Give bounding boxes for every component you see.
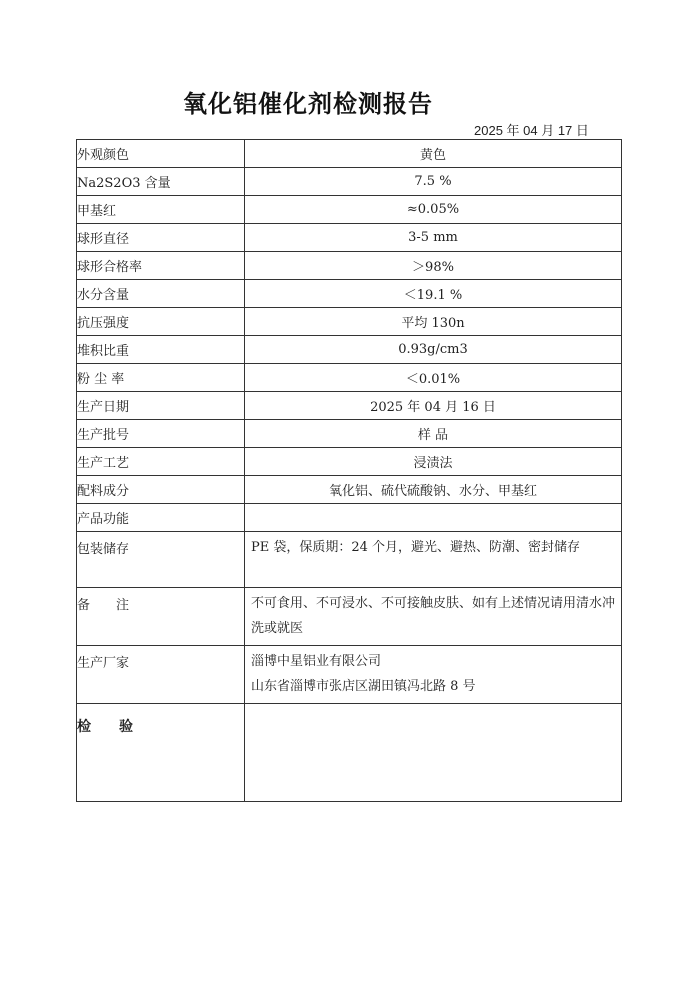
table-row	[77, 364, 622, 392]
row-label: 生产工艺	[77, 448, 245, 476]
table-row	[77, 504, 622, 532]
manufacturer-row	[77, 646, 622, 704]
row-value: 平均 130n	[245, 308, 622, 336]
table-row	[77, 448, 622, 476]
row-value: ≈0.05%	[245, 196, 622, 224]
row-value: 样 品	[245, 420, 622, 448]
table-row	[77, 224, 622, 252]
row-label: Na2S2O3 含量	[77, 168, 245, 196]
row-label: 堆积比重	[77, 336, 245, 364]
row-label: 生产日期	[77, 392, 245, 420]
row-label: 生产批号	[77, 420, 245, 448]
row-value: 0.93g/cm3	[245, 336, 622, 364]
row-value: 3-5 mm	[245, 224, 622, 252]
row-value	[245, 504, 622, 532]
inspection-row	[77, 704, 622, 802]
row-value: 氧化铝、硫代硫酸钠、水分、甲基红	[245, 476, 622, 504]
report-date: 2025 年 04 月 17 日	[474, 123, 589, 138]
table-row	[77, 168, 622, 196]
packaging-row	[77, 532, 622, 588]
table-row	[77, 336, 622, 364]
manufacturer-address: 山东省淄博市张店区湖田镇冯北路 8 号	[251, 679, 476, 694]
notes-value: 不可食用、不可浸水、不可接触皮肤、如有上述情况请用清水冲洗或就医	[245, 588, 622, 646]
manufacturer-info	[245, 646, 622, 704]
table-row	[77, 196, 622, 224]
packaging-value: PE 袋，保质期：24 个月，避光、避热、防潮、密封储存	[245, 532, 622, 588]
report-title: 氧化铝催化剂检测报告	[183, 90, 433, 118]
row-label: 外观颜色	[77, 140, 245, 168]
row-value: 浸渍法	[245, 448, 622, 476]
manufacturer-label: 生产厂家	[77, 646, 245, 704]
row-value: 7.5 %	[245, 168, 622, 196]
row-label: 球形合格率	[77, 252, 245, 280]
row-label: 粉 尘 率	[77, 364, 245, 392]
table-row	[77, 392, 622, 420]
row-value: ＞98%	[245, 252, 622, 280]
row-value: 黄色	[245, 140, 622, 168]
table-row	[77, 252, 622, 280]
table-row	[77, 420, 622, 448]
row-value: 2025 年 04 月 16 日	[245, 392, 622, 420]
packaging-label: 包装储存	[77, 532, 245, 588]
inspection-label: 检 验	[77, 704, 245, 802]
notes-row	[77, 588, 622, 646]
row-label: 产品功能	[77, 504, 245, 532]
report-table	[76, 139, 622, 802]
table-row	[77, 140, 622, 168]
row-label: 抗压强度	[77, 308, 245, 336]
row-label: 水分含量	[77, 280, 245, 308]
table-row	[77, 476, 622, 504]
row-label: 配料成分	[77, 476, 245, 504]
manufacturer-name: 淄博中星铝业有限公司	[251, 654, 382, 669]
table-row	[77, 280, 622, 308]
inspection-value	[245, 704, 622, 802]
row-label: 球形直径	[77, 224, 245, 252]
row-label: 甲基红	[77, 196, 245, 224]
table-row	[77, 308, 622, 336]
row-value: ＜19.1 %	[245, 280, 622, 308]
row-value: ＜0.01%	[245, 364, 622, 392]
notes-label: 备 注	[77, 588, 245, 646]
